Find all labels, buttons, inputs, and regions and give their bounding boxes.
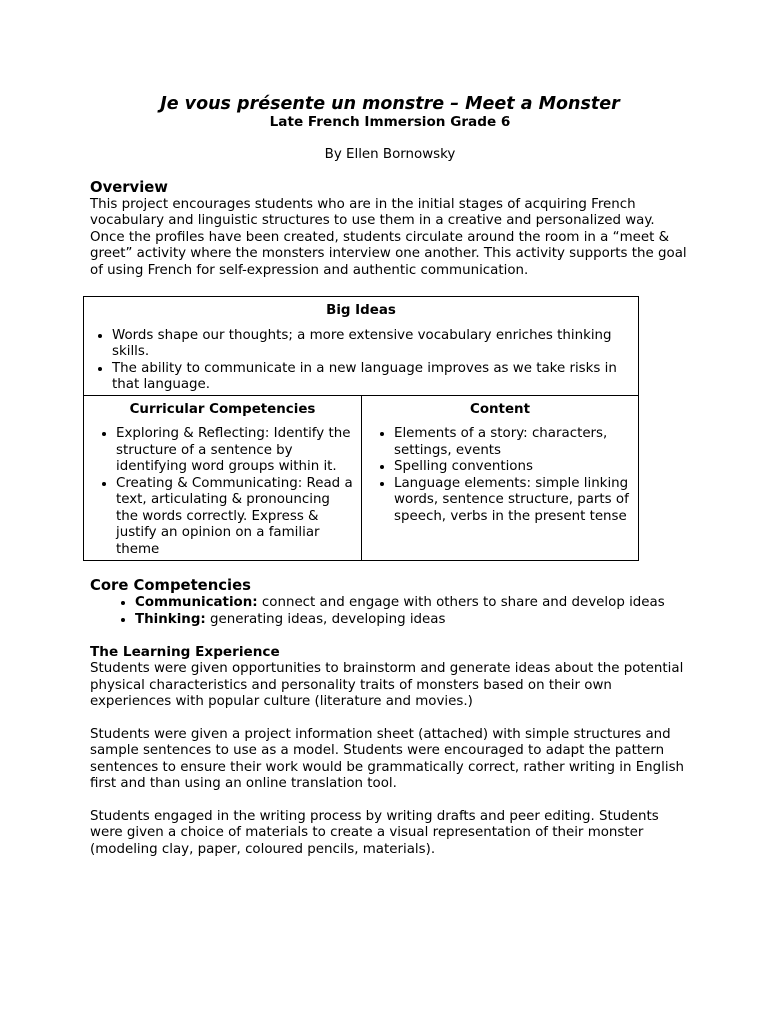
- document-author: By Ellen Bornowsky: [324, 147, 456, 162]
- document-page: [90, 94, 690, 858]
- core-item-text: connect and engage with others to share and develop ideas: [257, 595, 665, 610]
- content-cell: [362, 395, 639, 561]
- core-item-label: Thinking:: [135, 611, 206, 627]
- learning-experience-heading: The Learning Experience: [90, 644, 280, 660]
- learning-paragraph: Students were given a project information sheet (attached) with simple structures and sample sentences to use as a model. Students were encouraged to adapt the pattern sentences to ensure their work would be grammatically correct, rather writing in English first and than using an online translation tool.: [90, 726, 685, 791]
- content-list: [362, 426, 638, 525]
- overview-heading: Overview: [90, 178, 168, 196]
- overview-text: This project encourages students who are in the initial stages of acquiring French vocabulary and linguistic structures to use them in a creative and personalized way. Once the profiles have been created, students circulate around the room in a “meet & greet” activity where the monsters interview one another. This activity supports the goal of using French for self-expression and authentic communication.: [90, 196, 687, 278]
- list-item: [135, 612, 690, 629]
- big-ideas-heading: Big Ideas: [326, 303, 396, 318]
- list-item: • The ability to communicate in a new language improves as we take risks in that language.: [112, 361, 632, 394]
- curricular-competencies-heading: Curricular Competencies: [129, 401, 316, 417]
- big-ideas-table: [83, 296, 639, 561]
- list-item: • Elements of a story: characters, settings, events: [394, 426, 632, 459]
- core-competencies-heading: Core Competencies: [90, 577, 251, 594]
- list-item: • Spelling conventions: [394, 459, 632, 476]
- document-title: Je vous présente un monstre – Meet a Monster: [160, 94, 620, 114]
- list-item: • Creating & Communicating: Read a text, articulating & pronouncing the words correctly. Express & justify an opinion on a familiar theme: [116, 476, 355, 559]
- core-item-text: generating ideas, developing ideas: [205, 611, 446, 627]
- learning-paragraph: Students engaged in the writing process by writing drafts and peer editing. Students were given a choice of materials to create a visual representation of their monster (modeling clay, paper, coloured pencils, materials).: [90, 808, 659, 857]
- curricular-competencies-list: [84, 426, 361, 558]
- list-item: • Exploring & Reflecting: Identify the structure of a sentence by identifying word groups within it.: [116, 426, 355, 476]
- list-item: • Words shape our thoughts; a more extensive vocabulary enriches thinking skills.: [112, 328, 632, 361]
- document-subtitle: Late French Immersion Grade 6: [269, 114, 511, 130]
- big-ideas-list: [84, 328, 638, 394]
- list-item: [135, 595, 690, 612]
- core-competencies-list: [90, 595, 690, 628]
- curricular-competencies-cell: [84, 395, 362, 561]
- content-heading: Content: [470, 401, 530, 417]
- learning-paragraph: Students were given opportunities to brainstorm and generate ideas about the potential physical characteristics and personality traits of monsters based on their own experiences with popular culture (literature and movies.): [90, 661, 684, 709]
- list-item: • Language elements: simple linking words, sentence structure, parts of speech, verbs in the present tense: [394, 476, 632, 526]
- core-item-label: Communication:: [135, 595, 258, 610]
- big-ideas-cell: [84, 297, 639, 396]
